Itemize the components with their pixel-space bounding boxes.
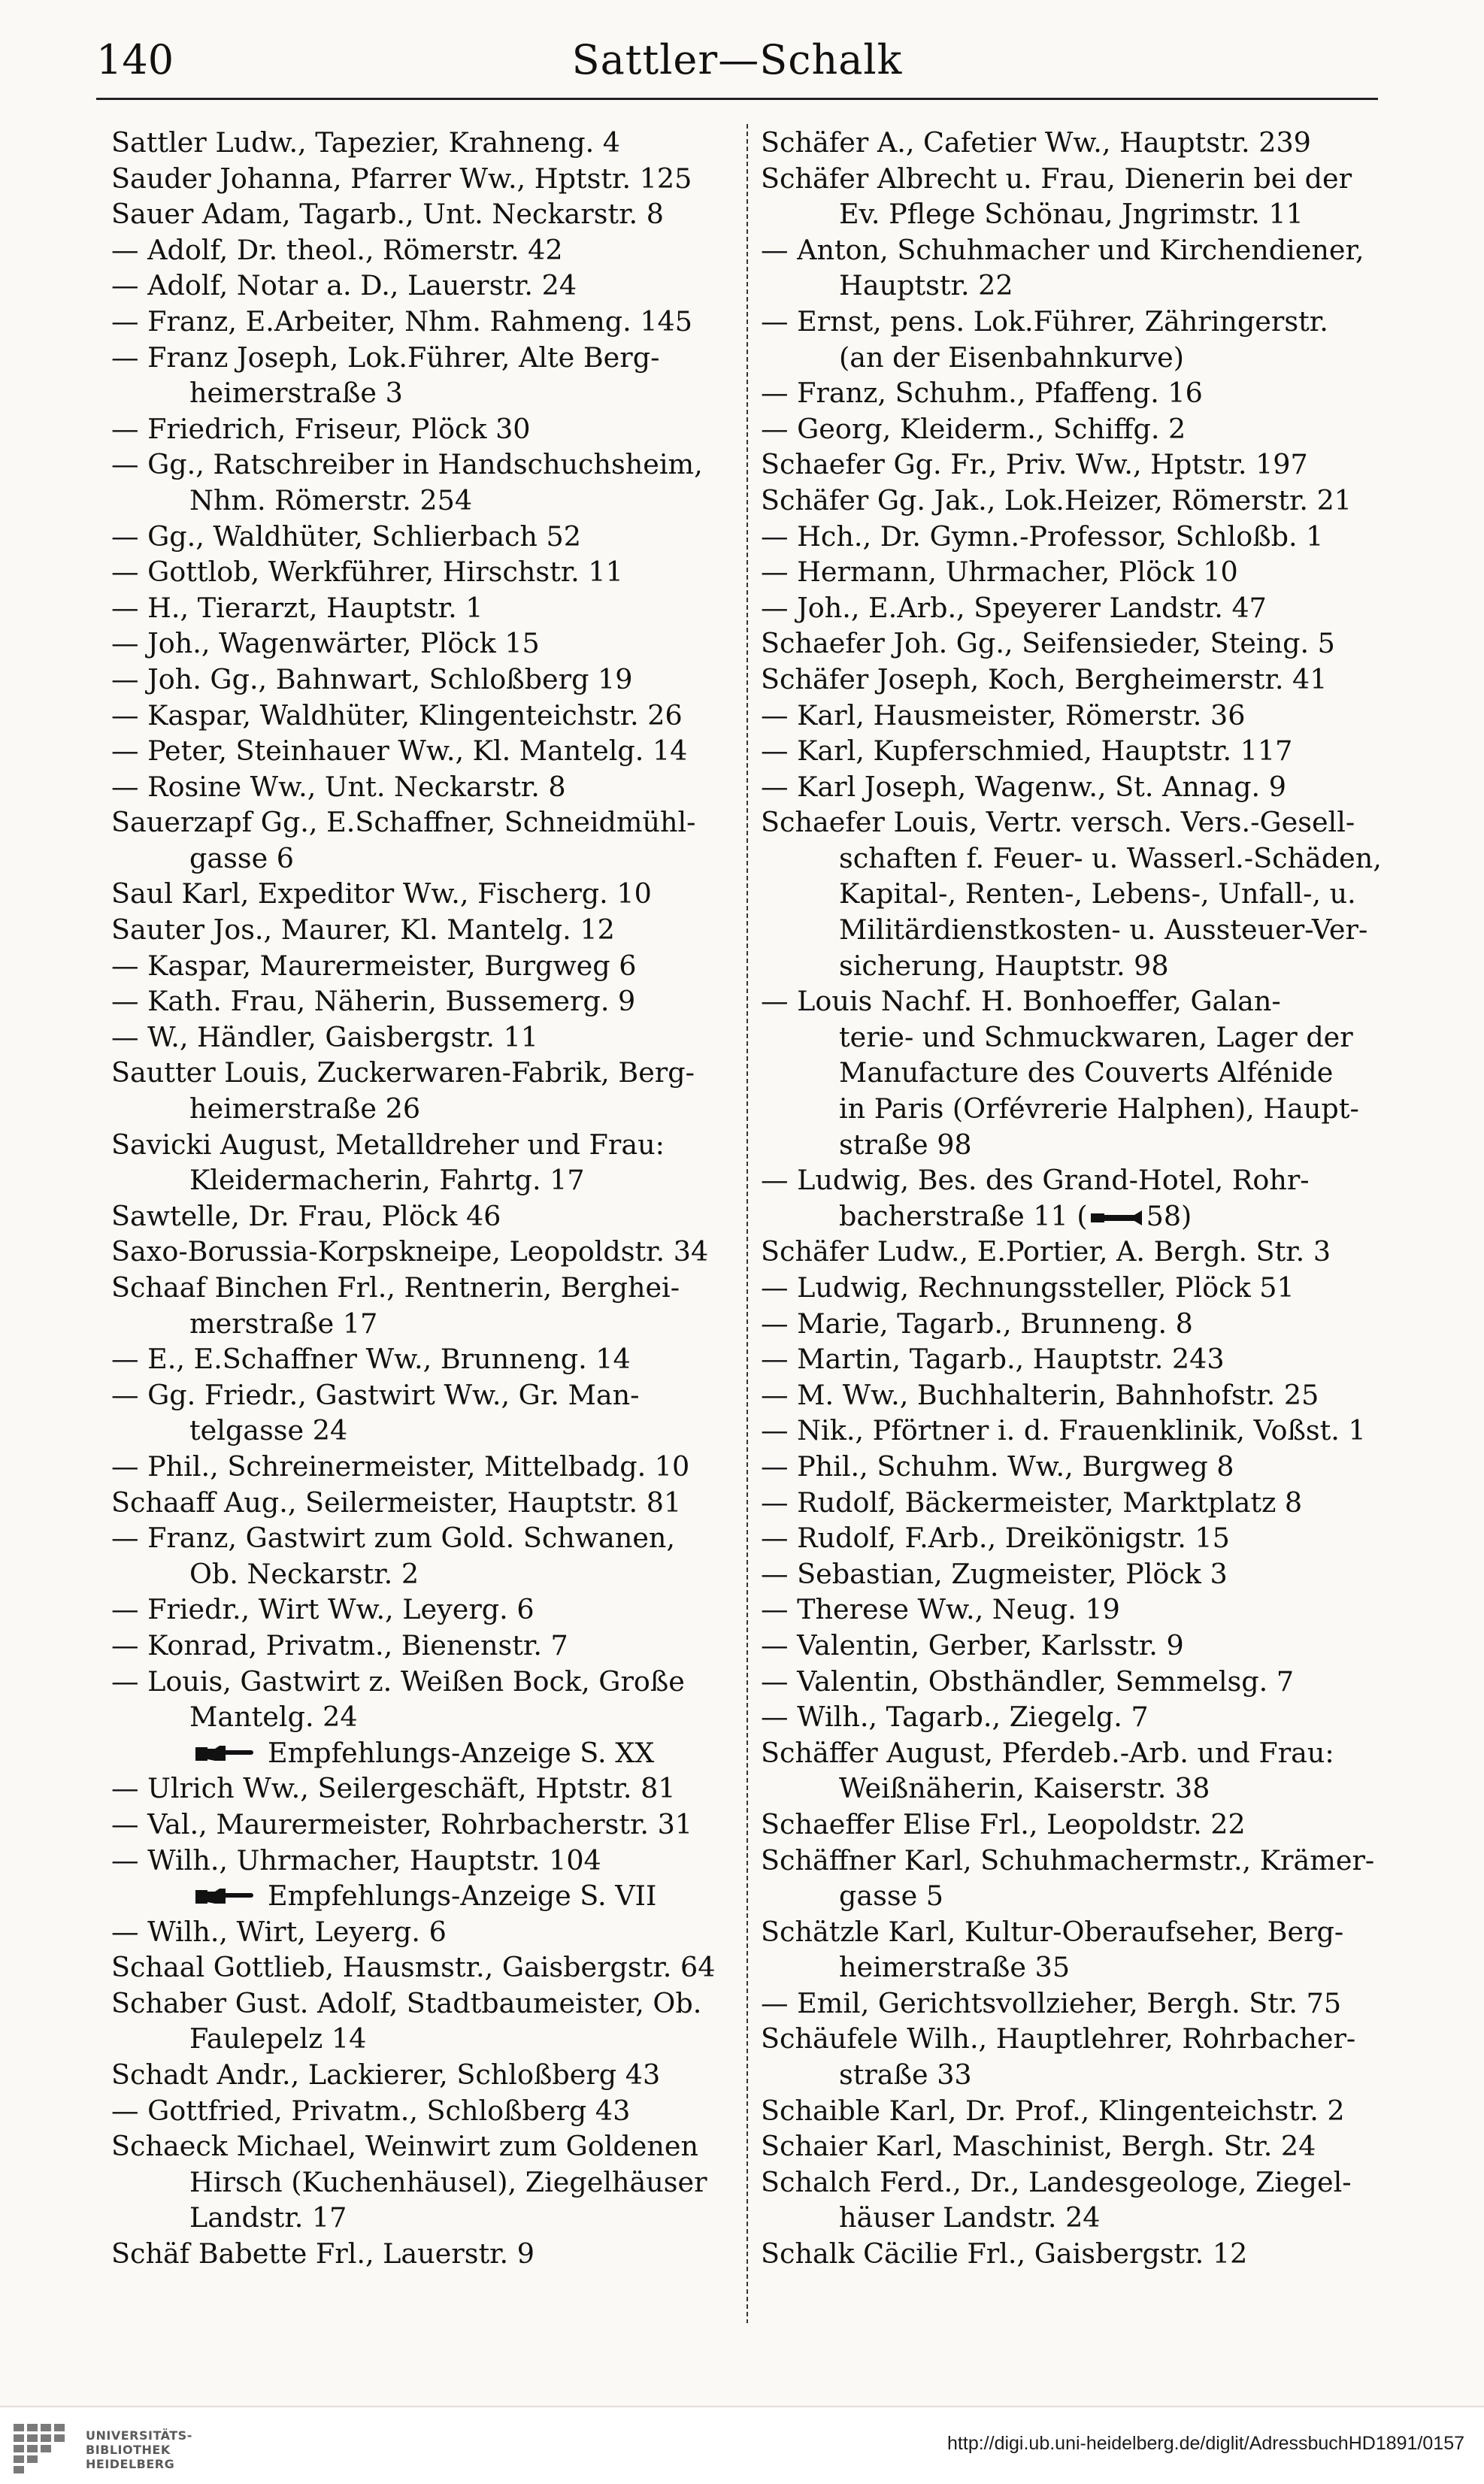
entry-line: — Val., Maurermeister, Rohrbacherstr. 31 — [111, 1807, 693, 1840]
source-url[interactable]: http://digi.ub.uni-heidelberg.de/diglit/AdressbuchHD1891/0157 — [947, 2433, 1464, 2454]
entry-line: — Phil., Schuhm. Ww., Burgweg 8 — [761, 1450, 1234, 1483]
entry-line: — Karl Joseph, Wagenw., St. Annag. 9 — [761, 770, 1286, 803]
advertisement-text: Empfehlungs-Anzeige S. XX — [268, 1736, 655, 1769]
entry-line: Sauder Johanna, Pfarrer Ww., Hptstr. 125 — [111, 162, 692, 195]
advertisement-reference — [111, 1878, 754, 1914]
entry-line: Sauerzapf Gg., E.Schaffner, Schneidmühl- — [111, 806, 696, 839]
entry-continuation: straße 33 — [839, 2058, 972, 2092]
entry-line: Schadt Andr., Lackierer, Schloßberg 43 — [111, 2058, 661, 2092]
entry-line: Schäfer Ludw., E.Portier, A. Bergh. Str. 3 — [761, 1235, 1331, 1268]
entry-continuation: terie- und Schmuckwaren, Lager der — [839, 1020, 1353, 1053]
entry-line: — Anton, Schuhmacher und Kirchendiener, — [761, 233, 1364, 266]
entry-line: — Emil, Gerichtsvollzieher, Bergh. Str. 75 — [761, 1986, 1342, 2019]
right-column — [761, 125, 1392, 2272]
entry-line: — Peter, Steinhauer Ww., Kl. Mantelg. 14 — [111, 735, 688, 768]
entry-line: — M. Ww., Buchhalterin, Bahnhofstr. 25 — [761, 1378, 1319, 1411]
entry-line: — H., Tierarzt, Hauptstr. 1 — [111, 591, 483, 624]
entry-line: — Hermann, Uhrmacher, Plöck 10 — [761, 556, 1238, 589]
entry-line: — Karl, Kupferschmied, Hauptstr. 117 — [761, 735, 1293, 768]
entry-line: Schaefer Joh. Gg., Seifensieder, Steing. 5 — [761, 627, 1335, 660]
entry-text: bacherstraße 11 ( — [839, 1199, 1088, 1232]
entry-line: — Marie, Tagarb., Brunneng. 8 — [761, 1307, 1193, 1340]
entry-line: — Wilh., Uhrmacher, Hauptstr. 104 — [111, 1843, 601, 1877]
entry-line: — Louis, Gastwirt z. Weißen Bock, Große — [111, 1665, 685, 1698]
entry-line: Schäfer A., Cafetier Ww., Hauptstr. 239 — [761, 126, 1311, 159]
entry-line: Schalch Ferd., Dr., Landesgeologe, Ziegel- — [761, 2165, 1352, 2198]
entry-line: — Rudolf, F.Arb., Dreikönigstr. 15 — [761, 1522, 1230, 1555]
entry-line: Saxo-Borussia-Korpskneipe, Leopoldstr. 34 — [111, 1235, 709, 1268]
entry-line: Schaaf Binchen Frl., Rentnerin, Berghei- — [111, 1271, 680, 1304]
entry-line: Schaefer Louis, Vertr. versch. Vers.-Gesell- — [761, 806, 1355, 839]
entry-line: — Gg., Ratschreiber in Handschuchsheim, — [111, 448, 703, 481]
entry-line: — Franz, E.Arbeiter, Nhm. Rahmeng. 145 — [111, 304, 692, 338]
entry-line: — Nik., Pförtner i. d. Frauenklinik, Voßst. 1 — [761, 1414, 1366, 1447]
running-head: Sattler—Schalk — [571, 36, 903, 83]
entry-line: Schaal Gottlieb, Hausmstr., Gaisbergstr. 64 — [111, 1951, 716, 1984]
page-header — [96, 29, 1378, 89]
entry-line: — Therese Ww., Neug. 19 — [761, 1593, 1120, 1626]
entry-continuation: Landstr. 17 — [189, 2201, 347, 2234]
entry-line: — Gottfried, Privatm., Schloßberg 43 — [111, 2094, 631, 2127]
entry-line: — Adolf, Dr. theol., Römerstr. 42 — [111, 233, 563, 266]
entry-line: — Karl, Hausmeister, Römerstr. 36 — [761, 698, 1246, 732]
entry-line: — Hch., Dr. Gymn.-Professor, Schloßb. 1 — [761, 520, 1324, 553]
entry-continuation: Militärdienstkosten- u. Aussteuer-Ver- — [839, 913, 1368, 947]
library-logo-text — [86, 2428, 192, 2471]
entry-line: Saul Karl, Expeditor Ww., Fischerg. 10 — [111, 877, 652, 910]
entry-line: Sattler Ludw., Tapezier, Krahneng. 4 — [111, 126, 621, 159]
entry-continuation: (an der Eisenbahnkurve) — [839, 341, 1184, 374]
entry-line: — Franz, Gastwirt zum Gold. Schwanen, — [111, 1522, 676, 1555]
entry-line: — Joh., Wagenwärter, Plöck 15 — [111, 627, 540, 660]
library-logo[interactable] — [11, 2421, 206, 2475]
entry-line: — Sebastian, Zugmeister, Plöck 3 — [761, 1557, 1228, 1590]
telephone-number: 58) — [1146, 1199, 1192, 1232]
entry-line: — Valentin, Gerber, Karlsstr. 9 — [761, 1628, 1184, 1662]
entry-line: — Joh. Gg., Bahnwart, Schloßberg 19 — [111, 662, 633, 695]
entry-continuation: sicherung, Hauptstr. 98 — [839, 949, 1169, 982]
entry-continuation: Ev. Pflege Schönau, Jngrimstr. 11 — [839, 198, 1304, 231]
entry-line: Schaber Gust. Adolf, Stadtbaumeister, Ob. — [111, 1986, 702, 2019]
logo-line: BIBLIOTHEK — [86, 2443, 171, 2457]
entry-line: — Rosine Ww., Unt. Neckarstr. 8 — [111, 770, 566, 803]
entry-continuation: gasse 6 — [189, 841, 295, 874]
entry-continuation: heimerstraße 3 — [189, 377, 403, 410]
logo-line: HEIDELBERG — [86, 2457, 175, 2471]
entry-continuation: Hauptstr. 22 — [839, 269, 1013, 302]
logo-line: UNIVERSITÄTS- — [86, 2428, 192, 2443]
entry-line: Schäfer Joseph, Koch, Bergheimerstr. 41 — [761, 662, 1328, 695]
header-rule — [96, 98, 1378, 100]
entry-line: — Wilh., Tagarb., Ziegelg. 7 — [761, 1701, 1149, 1734]
entry-continuation: schaften f. Feuer- u. Wasserl.-Schäden, — [839, 841, 1382, 874]
entry-line: Schalk Cäcilie Frl., Gaisbergstr. 12 — [761, 2237, 1248, 2270]
entry-line: — Valentin, Obsthändler, Semmelsg. 7 — [761, 1665, 1295, 1698]
entry-line: — Gottlob, Werkführer, Hirschstr. 11 — [111, 556, 623, 589]
left-column — [111, 125, 754, 2272]
page-number: 140 — [96, 36, 174, 83]
entry-continuation: heimerstraße 35 — [839, 1951, 1071, 1984]
entry-continuation: Kleidermacherin, Fahrtg. 17 — [189, 1164, 585, 1197]
entry-line: — Konrad, Privatm., Bienenstr. 7 — [111, 1628, 568, 1662]
entry-line: Sawtelle, Dr. Frau, Plöck 46 — [111, 1199, 501, 1232]
entry-line: — Ulrich Ww., Seilergeschäft, Hptstr. 81 — [111, 1772, 676, 1805]
entry-line: Sauer Adam, Tagarb., Unt. Neckarstr. 8 — [111, 198, 664, 231]
entry-line: Savicki August, Metalldreher und Frau: — [111, 1128, 665, 1161]
entry-line: — Friedrich, Friseur, Plöck 30 — [111, 412, 531, 445]
entry-line: — Joh., E.Arb., Speyerer Landstr. 47 — [761, 591, 1267, 624]
entry-line: Schaaff Aug., Seilermeister, Hauptstr. 81 — [111, 1486, 682, 1519]
entry-line: — Kaspar, Maurermeister, Burgweg 6 — [111, 949, 637, 982]
entry-line: — Ernst, pens. Lok.Führer, Zähringerstr. — [761, 304, 1328, 338]
entry-line: — Georg, Kleiderm., Schiffg. 2 — [761, 412, 1186, 445]
pointing-hand-icon — [194, 1887, 254, 1907]
entry-continuation: merstraße 17 — [189, 1307, 378, 1340]
entry-line: Sautter Louis, Zuckerwaren-Fabrik, Berg- — [111, 1056, 695, 1089]
entry-line: Schätzle Karl, Kultur-Oberaufseher, Berg- — [761, 1915, 1344, 1948]
entry-line: — E., E.Schaffner Ww., Brunneng. 14 — [111, 1343, 631, 1376]
library-logo-icon — [11, 2421, 77, 2475]
telephone-icon — [1088, 1209, 1146, 1227]
advertisement-reference — [111, 1735, 754, 1771]
viewer-footer — [0, 2407, 1484, 2484]
entry-line: Sauter Jos., Maurer, Kl. Mantelg. 12 — [111, 913, 615, 947]
entry-line: Schäffner Karl, Schuhmachermstr., Krämer- — [761, 1843, 1375, 1877]
entry-line: — Gg., Waldhüter, Schlierbach 52 — [111, 520, 581, 553]
entry-continuation: gasse 5 — [839, 1880, 944, 1913]
advertisement-text: Empfehlungs-Anzeige S. VII — [268, 1880, 657, 1913]
entry-line: — Ludwig, Bes. des Grand-Hotel, Rohr- — [761, 1164, 1310, 1197]
entry-line: — Gg. Friedr., Gastwirt Ww., Gr. Man- — [111, 1378, 640, 1411]
entry-line: Schäfer Gg. Jak., Lok.Heizer, Römerstr. 21 — [761, 483, 1352, 516]
entry-line: Schaefer Gg. Fr., Priv. Ww., Hptstr. 197 — [761, 448, 1308, 481]
entry-line: Schäf Babette Frl., Lauerstr. 9 — [111, 2237, 535, 2270]
entry-continuation: telgasse 24 — [189, 1414, 348, 1447]
entry-line: Schaible Karl, Dr. Prof., Klingenteichstr. 2 — [761, 2094, 1345, 2127]
entry-line: — Franz, Schuhm., Pfaffeng. 16 — [761, 377, 1203, 410]
entry-line: Schaier Karl, Maschinist, Bergh. Str. 24 — [761, 2130, 1316, 2163]
entry-line: Schäufele Wilh., Hauptlehrer, Rohrbacher- — [761, 2022, 1356, 2055]
entry-line: Schäfer Albrecht u. Frau, Dienerin bei der — [761, 162, 1352, 195]
entry-continuation: Hirsch (Kuchenhäusel), Ziegelhäuser — [189, 2165, 707, 2198]
entry-continuation-with-telephone — [761, 1198, 1392, 1234]
entry-line: — Wilh., Wirt, Leyerg. 6 — [111, 1915, 447, 1948]
entry-line: — W., Händler, Gaisbergstr. 11 — [111, 1020, 539, 1053]
entry-line: Schäffer August, Pferdeb.-Arb. und Frau: — [761, 1736, 1334, 1769]
entry-line: — Franz Joseph, Lok.Führer, Alte Berg- — [111, 341, 660, 374]
entry-line: — Kaspar, Waldhüter, Klingenteichstr. 26 — [111, 698, 683, 732]
entry-line: — Martin, Tagarb., Hauptstr. 243 — [761, 1343, 1225, 1376]
entry-line: — Louis Nachf. H. Bonhoeffer, Galan- — [761, 985, 1281, 1018]
entry-continuation: Manufacture des Couverts Alfénide — [839, 1056, 1334, 1089]
entry-line: — Phil., Schreinermeister, Mittelbadg. 10 — [111, 1450, 690, 1483]
entry-continuation: Weißnäherin, Kaiserstr. 38 — [839, 1772, 1210, 1805]
entry-continuation: Kapital-, Renten-, Lebens-, Unfall-, u. — [839, 877, 1356, 910]
entry-continuation: Ob. Neckarstr. 2 — [189, 1557, 419, 1590]
pointing-hand-icon — [194, 1744, 254, 1764]
entry-line: — Adolf, Notar a. D., Lauerstr. 24 — [111, 269, 577, 302]
entry-line: Schaeck Michael, Weinwirt zum Goldenen — [111, 2130, 699, 2163]
entry-continuation: heimerstraße 26 — [189, 1092, 421, 1125]
entry-continuation: straße 98 — [839, 1128, 972, 1161]
entry-line: — Rudolf, Bäckermeister, Marktplatz 8 — [761, 1486, 1303, 1519]
entry-continuation: Nhm. Römerstr. 254 — [189, 483, 473, 516]
entry-line: — Ludwig, Rechnungssteller, Plöck 51 — [761, 1271, 1295, 1304]
entry-continuation: Faulepelz 14 — [189, 2022, 367, 2055]
entry-line: — Friedr., Wirt Ww., Leyerg. 6 — [111, 1593, 535, 1626]
entry-continuation: in Paris (Orfévrerie Halphen), Haupt- — [839, 1092, 1359, 1125]
entry-continuation: Mantelg. 24 — [189, 1701, 358, 1734]
entry-continuation: häuser Landstr. 24 — [839, 2201, 1101, 2234]
entry-line: — Kath. Frau, Näherin, Bussemerg. 9 — [111, 985, 636, 1018]
entry-line: Schaeffer Elise Frl., Leopoldstr. 22 — [761, 1807, 1246, 1840]
